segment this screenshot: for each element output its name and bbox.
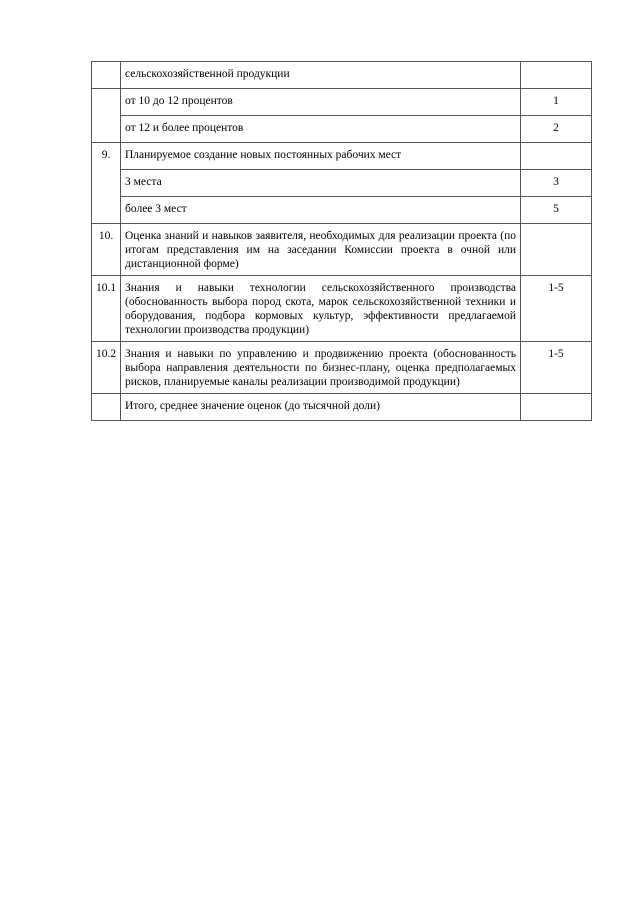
score-cell	[521, 342, 592, 394]
row-number-cell	[92, 170, 121, 197]
criterion-cell	[121, 89, 521, 116]
table-row	[92, 224, 592, 276]
row-number-cell	[92, 224, 121, 276]
row-number-cell	[92, 197, 121, 224]
score-cell	[521, 143, 592, 170]
row-number-cell	[92, 89, 121, 116]
score-cell	[521, 224, 592, 276]
score-value: 3	[553, 176, 559, 188]
score-cell	[521, 116, 592, 143]
criterion-cell	[121, 342, 521, 394]
score-cell	[521, 170, 592, 197]
criterion-cell	[121, 62, 521, 89]
criterion-text: 3 места	[125, 176, 162, 188]
score-value: 1	[553, 95, 559, 107]
table-row	[92, 143, 592, 170]
row-number-cell	[92, 116, 121, 143]
row-number: 10.1	[95, 282, 117, 294]
score-cell	[521, 197, 592, 224]
score-cell	[521, 89, 592, 116]
row-number-cell	[92, 394, 121, 421]
criterion-text: от 12 и более процентов	[125, 122, 244, 134]
criterion-text: Знания и навыки по управлению и продвижению проекта (обоснованность выбора направления деятельности по бизнес-плану, оценка предполагаемых рисков, планируемые каналы реализации производимой продукции)	[125, 348, 516, 388]
row-number: 10.2	[95, 348, 117, 360]
criterion-cell	[121, 224, 521, 276]
table-row-total	[92, 394, 592, 421]
row-number: 9.	[101, 149, 111, 161]
criterion-text: Оценка знаний и навыков заявителя, необходимых для реализации проекта (по итогам представления им на заседании Комиссии проекта в очной или дистанционной форме)	[125, 230, 516, 270]
table-row	[92, 276, 592, 342]
row-number-cell	[92, 342, 121, 394]
score-value: 1-5	[548, 282, 564, 294]
table-row	[92, 116, 592, 143]
score-cell	[521, 394, 592, 421]
table-row	[92, 89, 592, 116]
criterion-text: сельскохозяйственной продукции	[125, 68, 290, 80]
total-label: Итого, среднее значение оценок (до тысячной доли)	[125, 400, 380, 412]
table-row	[92, 197, 592, 224]
criterion-text: Планируемое создание новых постоянных рабочих мест	[125, 149, 402, 161]
criterion-cell	[121, 276, 521, 342]
criterion-text: более 3 мест	[125, 203, 187, 215]
criterion-cell	[121, 394, 521, 421]
score-cell	[521, 62, 592, 89]
row-number: 10.	[98, 230, 114, 242]
criterion-cell	[121, 197, 521, 224]
criterion-cell	[121, 170, 521, 197]
table-row	[92, 62, 592, 89]
row-number-cell	[92, 276, 121, 342]
criterion-cell	[121, 116, 521, 143]
row-number-cell	[92, 62, 121, 89]
score-value: 1-5	[548, 348, 564, 360]
table-row	[92, 342, 592, 394]
criterion-cell	[121, 143, 521, 170]
score-cell	[521, 276, 592, 342]
criterion-text: от 10 до 12 процентов	[125, 95, 233, 107]
table-row	[92, 170, 592, 197]
row-number-cell	[92, 143, 121, 170]
criterion-text: Знания и навыки технологии сельскохозяйственного производства (обоснованность выбора пород скота, марок сельскохозяйственной техники и оборудования, подбора кормовых культур, эффективности предлагаемой технологии производства продукции)	[125, 282, 516, 336]
evaluation-criteria-table	[91, 61, 592, 421]
score-value: 2	[553, 122, 559, 134]
score-value: 5	[553, 203, 559, 215]
